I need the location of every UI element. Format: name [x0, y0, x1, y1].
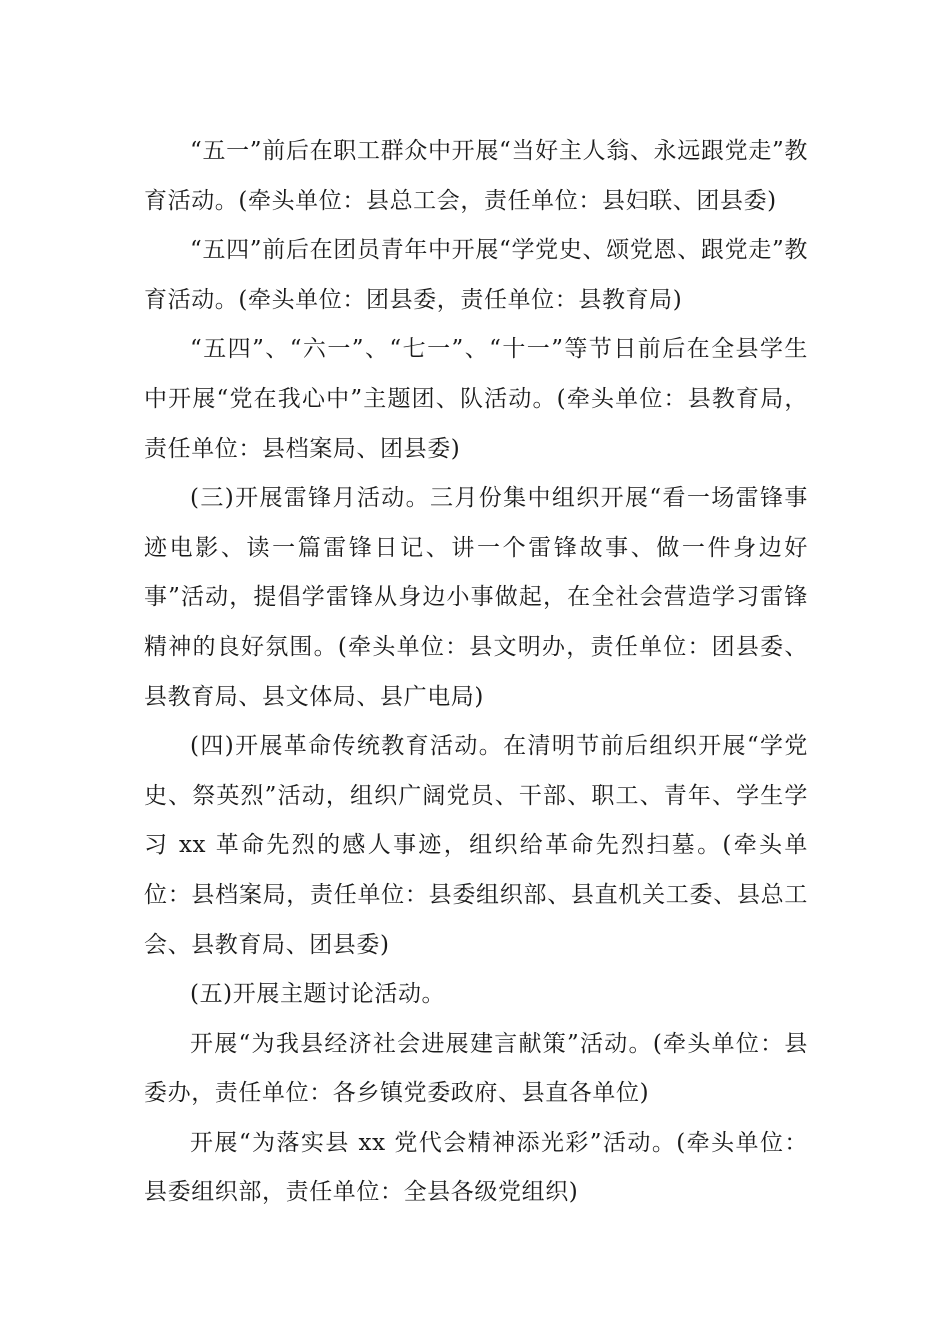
paragraph-may-day-activity: “五一”前后在职工群众中开展“当好主人翁、永远跟党走”教育活动。(牵头单位：县总工会，责任单位：县妇联、团县委): [144, 138, 808, 214]
paragraph-may-fourth-activity: “五四”前后在团员青年中开展“学党史、颂党恩、跟党走”教育活动。(牵头单位：团县委，责任单位：县教育局): [144, 237, 808, 313]
paragraph-party-congress-spirit: 开展“为落实县 xx 党代会精神添光彩”活动。(牵头单位：县委组织部，责任单位：全县各级党组织): [144, 1129, 808, 1206]
paragraph-economic-suggestions: 开展“为我县经济社会进展建言献策”活动。(牵头单位：县委办，责任单位：各乡镇党委政府、县直各单位): [144, 1030, 808, 1107]
paragraph-festival-student-activity: “五四”、“六一”、“七一”、“十一”等节日前后在全县学生中开展“党在我心中”主题团、队活动。(牵头单位：县教育局，责任单位：县档案局、团县委): [144, 336, 808, 462]
paragraph-lei-feng-month: (三)开展雷锋月活动。三月份集中组织开展“看一场雷锋事迹电影、读一篇雷锋日记、讲一个雷锋故事、做一件身边好事”活动，提倡学雷锋从身边小事做起，在全社会营造学习雷锋精神的良好氛围。(牵头单位：县文明办，责任单位：团县委、县教育局、县文体局、县广电局): [144, 485, 808, 710]
document-body: [144, 127, 808, 1218]
paragraph-theme-discussion-heading: (五)开展主题讨论活动。: [190, 981, 446, 1008]
paragraph-revolutionary-tradition: (四)开展革命传统教育活动。在清明节前后组织开展“学党史、祭英烈”活动，组织广阔党员、干部、职工、青年、学生学习 xx 革命先烈的感人事迹，组织给革命先烈扫墓。(牵头单位：县档案局，责任单位：县委组织部、县直机关工委、县总工会、县教育局、团县委): [144, 733, 808, 958]
